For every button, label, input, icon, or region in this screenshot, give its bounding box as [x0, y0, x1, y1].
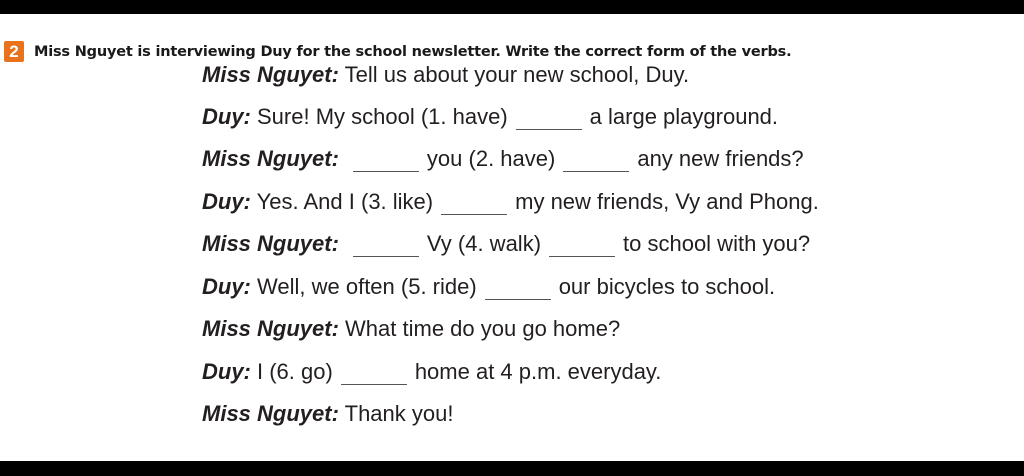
dialogue-text: to school with you? [623, 231, 811, 256]
dialogue-text: Thank you! [338, 401, 454, 426]
dialogue-text: my new friends, Vy and Phong. [515, 189, 819, 214]
exercise-instruction [4, 41, 791, 62]
dialogue-text: Sure! My school (1. have) [250, 104, 508, 129]
dialogue-line [202, 189, 819, 215]
dialogue-text: What time do you go home? [338, 316, 621, 341]
dialogue-text: I (6. go) [250, 359, 333, 384]
dialogue-line [202, 274, 775, 300]
dialogue-line [202, 316, 620, 342]
dialogue-text: you (2. have) [426, 146, 556, 171]
dialogue-text: a large playground. [589, 104, 779, 129]
dialogue-line [202, 359, 661, 385]
answer-blank-3[interactable] [441, 192, 507, 215]
exercise-number-badge: 2 [4, 41, 24, 62]
dialogue-text: our bicycles to school. [558, 274, 776, 299]
instruction-text: Miss Nguyet is interviewing Duy for the school newsletter. Write the correct form of the verbs. [34, 43, 792, 60]
dialogue-text: Yes. And I (3. like) [250, 189, 434, 214]
speaker-name: Duy: [202, 189, 251, 214]
answer-blank-2b[interactable] [563, 149, 629, 172]
dialogue-text: Vy (4. walk) [426, 231, 542, 256]
answer-blank-1[interactable] [516, 107, 582, 130]
answer-blank-4b[interactable] [549, 234, 615, 257]
speaker-name: Miss Nguyet: [202, 146, 339, 171]
dialogue-text: any new friends? [637, 146, 804, 171]
dialogue-line [202, 231, 810, 257]
dialogue-text: home at 4 p.m. everyday. [414, 359, 662, 384]
dialogue-text: Well, we often (5. ride) [250, 274, 477, 299]
answer-blank-5[interactable] [485, 277, 551, 300]
answer-blank-4a[interactable] [353, 234, 419, 257]
answer-blank-2a[interactable] [353, 149, 419, 172]
speaker-name: Miss Nguyet: [202, 401, 339, 426]
dialogue-line [202, 62, 689, 88]
dialogue-text: Tell us about your new school, Duy. [338, 62, 690, 87]
speaker-name: Miss Nguyet: [202, 316, 339, 341]
dialogue-line [202, 146, 804, 172]
speaker-name: Miss Nguyet: [202, 231, 339, 256]
answer-blank-6[interactable] [341, 362, 407, 385]
speaker-name: Duy: [202, 359, 251, 384]
dialogue-line [202, 401, 453, 427]
dialogue-line [202, 104, 778, 130]
speaker-name: Duy: [202, 104, 251, 129]
speaker-name: Miss Nguyet: [202, 62, 339, 87]
speaker-name: Duy: [202, 274, 251, 299]
exercise-page [0, 14, 1024, 461]
